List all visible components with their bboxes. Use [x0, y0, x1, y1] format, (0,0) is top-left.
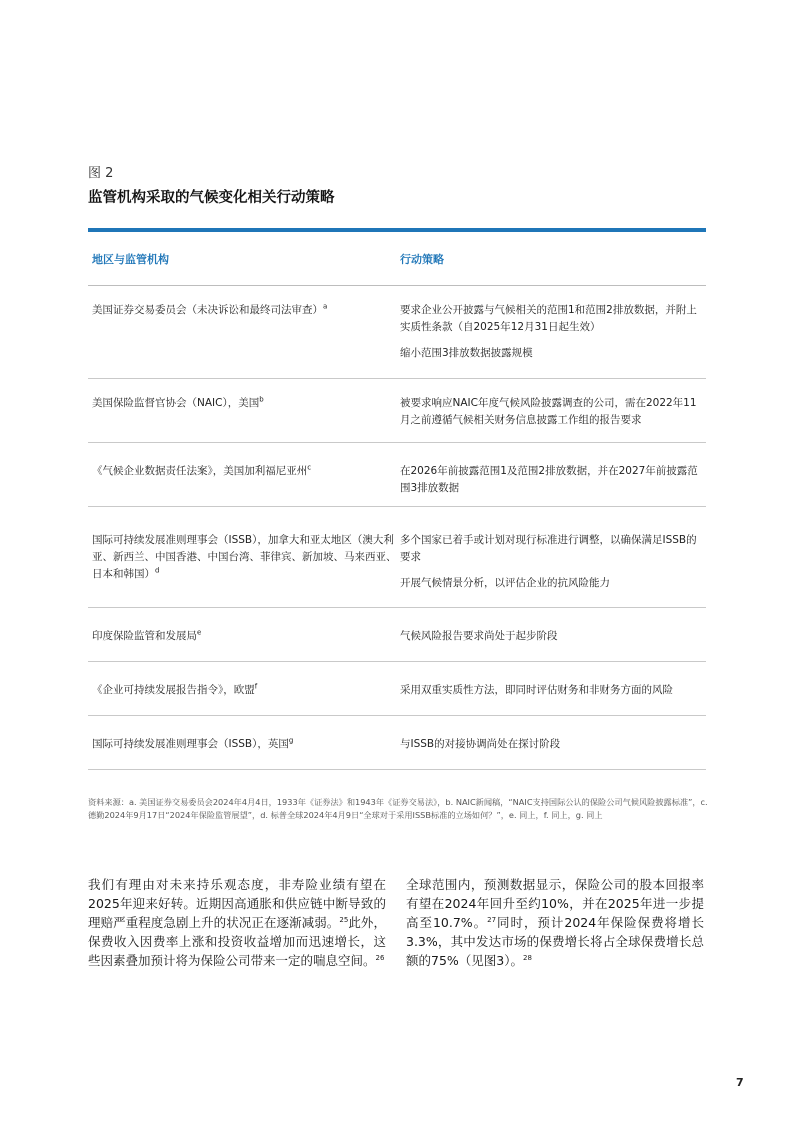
actions-cell: [398, 379, 706, 442]
body-paragraph-right: 全球范围内，预测数据显示，保险公司的股本回报率有望在2024年回升至约10%，并在2025年进一步提高至10.7%。$^{27}$同时，预计2024年保险保费将增长3.3%，其中发达市场的保费增长将占全球保费增长总额的75%（见图3）。$^{28}$: [406, 877, 704, 968]
actions-cell: [398, 443, 706, 506]
actions-cell: [398, 286, 706, 378]
region-cell: 美国证券交易委员会（未决诉讼和最终司法审查）$^a$: [92, 302, 328, 316]
region-cell: 印度保险监管和发展局$^e$: [92, 628, 202, 642]
region-cell: 《企业可持续发展报告指令》，欧盟$^f$: [92, 682, 258, 696]
region-cell: 美国保险监督官协会（NAIC），美国$^b$: [92, 395, 264, 409]
table-row: [88, 608, 706, 662]
actions-cell: [398, 507, 706, 607]
action-item: 与ISSB的对接协调尚处在探讨阶段: [400, 738, 561, 750]
table-row: [88, 662, 706, 716]
table-row: [88, 286, 706, 379]
table-row: [88, 716, 706, 770]
footnote-ref: 26: [375, 953, 385, 962]
table-row: [88, 443, 706, 507]
action-item: 开展气候情景分析，以评估企业的抗风险能力: [400, 577, 610, 589]
actions-cell: [398, 662, 706, 715]
action-item: 采用双重实质性方法，即同时评估财务和非财务方面的风险: [400, 684, 673, 696]
header-region: 地区与监管机构: [92, 253, 169, 266]
footnote-ref: 28: [523, 953, 532, 962]
actions-cell: [398, 716, 706, 769]
footnote-ref: 27: [487, 915, 497, 924]
table-header-row: [88, 232, 706, 286]
region-cell: 国际可持续发展准则理事会（ISSB），英国$^g$: [92, 736, 294, 750]
regulation-table: [88, 228, 706, 770]
footnote-ref: 25: [339, 915, 349, 924]
figure-title: 监管机构采取的气候变化相关行动策略: [88, 190, 335, 206]
region-cell: 《气候企业数据责任法案》，美国加利福尼亚州$^c$: [92, 463, 312, 477]
source-note: 资料来源：a. 美国证券交易委员会2024年4月4日，1933年《证券法》和1943年《证券交易法》，b. NAIC新闻稿，“NAIC支持国际公认的保险公司气候风险披露标准”，c. 德勤2024年9月17日“2024年保险监管展望”，d. 标普全球2024年4月9日“全球对于采用ISSB标准的立场如何？”，e. 同上，f. 同上，g. 同上: [88, 797, 708, 820]
page-number: 7: [736, 1076, 744, 1089]
table-row: [88, 379, 706, 443]
table-row: [88, 507, 706, 608]
region-cell: 国际可持续发展准则理事会（ISSB），加拿大和亚太地区（澳大利亚、新西兰、中国香港、中国台湾、菲律宾、新加坡、马来西亚、日本和韩国）$^d$: [92, 534, 397, 580]
action-item: 缩小范围3排放数据披露规模: [400, 347, 533, 359]
body-paragraph-left: 我们有理由对未来持乐观态度，非寿险业绩有望在2025年迎来好转。近期因高通胀和供应链中断导致的理赔严重程度急剧上升的状况正在逐渐减弱。$^{25}$此外，保费收入因费率上涨和投资收益增加而迅速增长，这些因素叠加预计将为保险公司带来一定的喘息空间。$^{26}$: [88, 877, 386, 968]
action-item: 被要求响应NAIC年度气候风险披露调查的公司，需在2022年11月之前遵循气候相关财务信息披露工作组的报告要求: [400, 397, 697, 426]
actions-cell: [398, 608, 706, 661]
action-item: 气候风险报告要求尚处于起步阶段: [400, 630, 558, 642]
action-item: 要求企业公开披露与气候相关的范围1和范围2排放数据，并附上实质性条款（自2025年12月31日起生效）: [400, 304, 697, 333]
action-item: 多个国家已着手或计划对现行标准进行调整，以确保满足ISSB的要求: [400, 534, 697, 563]
action-item: 在2026年前披露范围1及范围2排放数据，并在2027年前披露范围3排放数据: [400, 465, 698, 494]
header-actions: 行动策略: [400, 253, 444, 266]
figure-label: 图 2: [88, 166, 114, 181]
